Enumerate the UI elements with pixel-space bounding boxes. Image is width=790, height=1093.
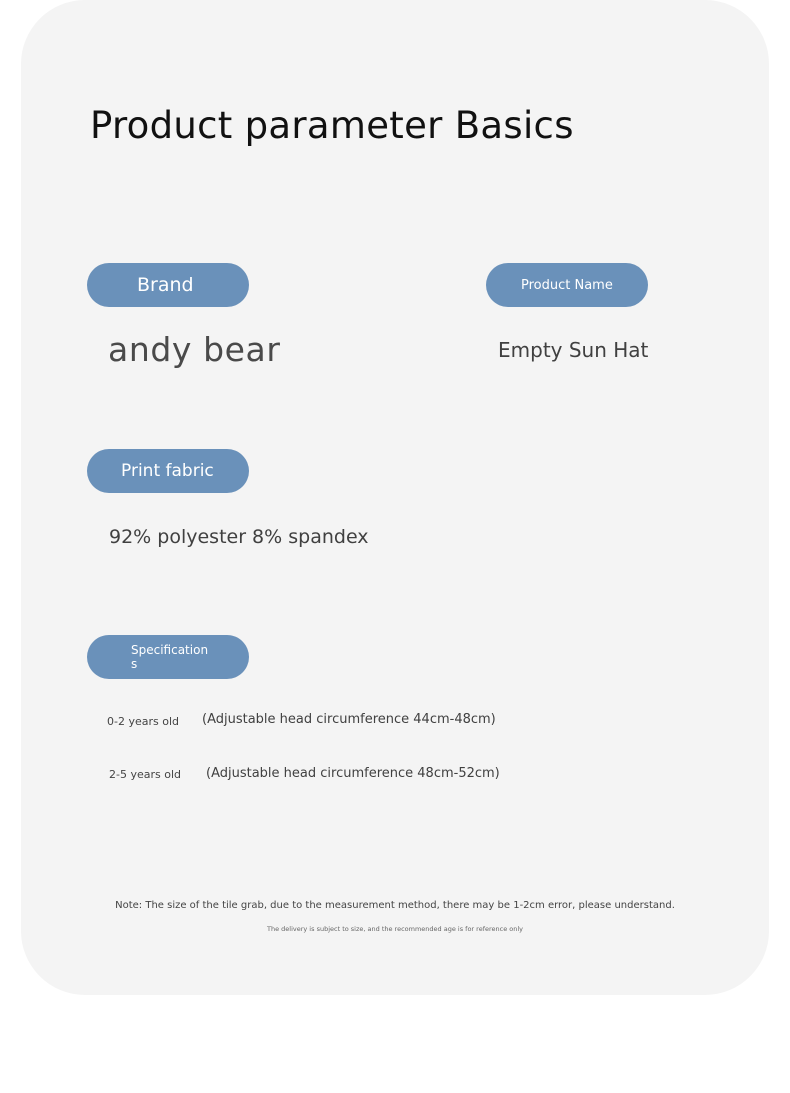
measurement-note: Note: The size of the tile grab, due to the measurement method, there may be 1-2cm error, please understand. [115, 900, 675, 911]
spec-detail-1: (Adjustable head circumference 48cm-52cm) [206, 766, 500, 781]
specifications-label-pill: Specifications [87, 635, 249, 679]
spec-age-1: 2-5 years old [109, 768, 181, 781]
spec-age-0: 0-2 years old [107, 715, 179, 728]
product-name-label-pill: Product Name [486, 263, 648, 307]
spec-detail-0: (Adjustable head circumference 44cm-48cm) [202, 712, 496, 727]
delivery-note: The delivery is subject to size, and the recommended age is for reference only [266, 925, 524, 933]
brand-value: andy bear [108, 330, 281, 369]
product-name-value: Empty Sun Hat [498, 338, 649, 362]
page-title: Product parameter Basics [90, 104, 574, 147]
brand-label-pill: Brand [87, 263, 249, 307]
print-fabric-label-pill: Print fabric [87, 449, 249, 493]
parameter-card [21, 0, 769, 995]
print-fabric-value: 92% polyester 8% spandex [109, 526, 369, 548]
